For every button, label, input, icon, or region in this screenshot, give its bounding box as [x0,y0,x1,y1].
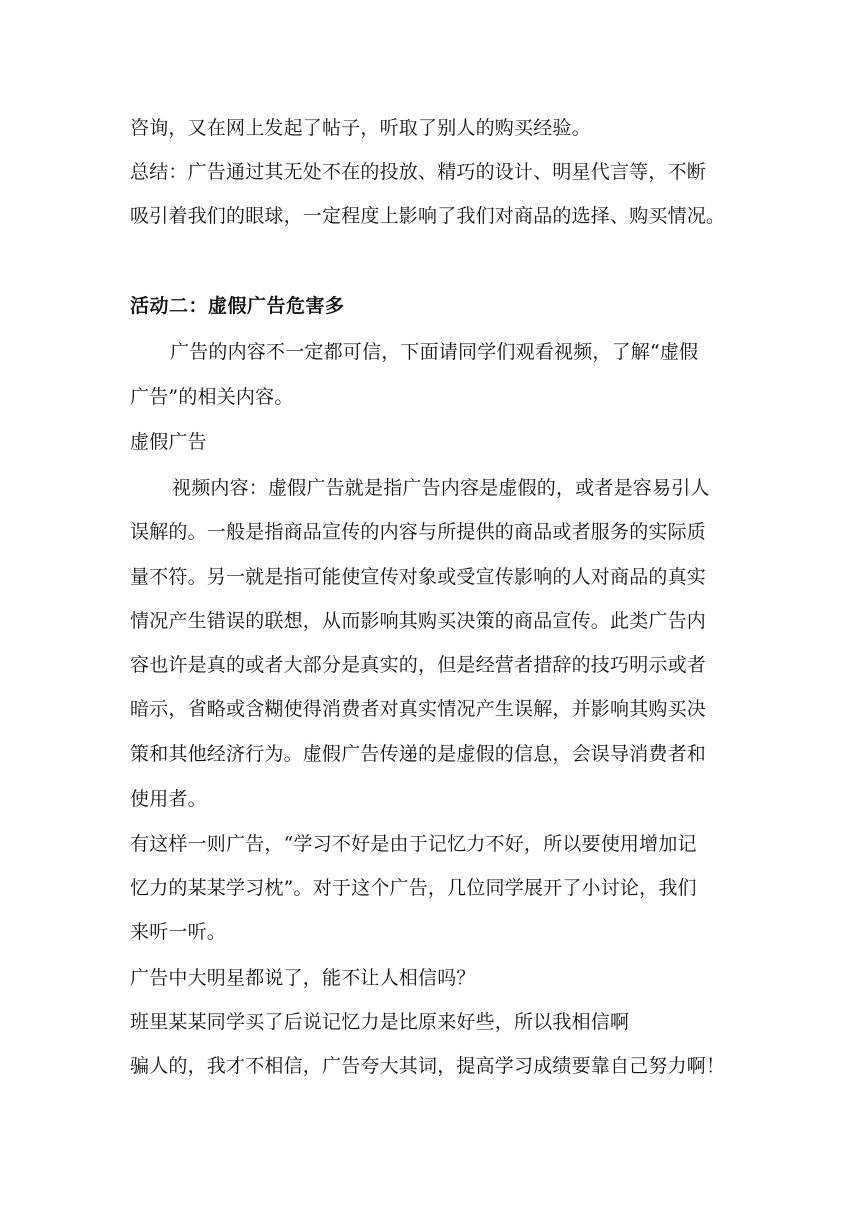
ad-line-3: 来听一听。 [130,921,227,943]
ad-line-2: 忆力的某某学习枕”。对于这个广告，几位同学展开了小讨论，我们 [130,877,697,899]
video-line-2: 误解的。一般是指商品宣传的内容与所提供的商品或者服务的实际质 [130,521,707,543]
video-line-6: 暗示，省略或含糊使得消费者对真实情况产生误解，并影响其购买决 [130,698,707,720]
paragraph1-line-1: 广告的内容不一定都可信，下面请同学们观看视频，了解“虚假 [170,341,699,363]
section-heading: 活动二：虚假广告危害多 [130,295,345,317]
video-line-5: 容也许是真的或者大部分是真实的，但是经营者措辞的技巧明示或者 [130,654,707,676]
discussion-line-3: 骗人的，我才不相信，广告夸大其词，提高学习成绩要靠自己努力啊！ [130,1055,726,1077]
ad-line-1: 有这样一则广告，“学习不好是由于记忆力不好，所以要使用增加记 [130,833,697,855]
video-line-4: 情况产生错误的联想，从而影响其购买决策的商品宣传。此类广告内 [130,610,707,632]
discussion-line-2: 班里某某同学买了后说记忆力是比原来好些，所以我相信啊 [130,1011,630,1033]
subheading: 虚假广告 [130,431,207,453]
video-line-3: 量不符。另一就是指可能使宣传对象或受宣传影响的人对商品的真实 [130,566,707,588]
discussion-line-1: 广告中大明星都说了，能不让人相信吗？ [130,967,476,989]
intro-line-3: 吸引着我们的眼球，一定程度上影响了我们对商品的选择、购买情况。 [130,205,726,227]
video-line-1: 视频内容：虚假广告就是指广告内容是虚假的，或者是容易引人 [172,477,710,499]
intro-line-2: 总结：广告通过其无处不在的投放、精巧的设计、明星代言等，不断 [130,161,707,183]
paragraph1-line-2: 广告”的相关内容。 [130,386,294,408]
video-line-7: 策和其他经济行为。虚假广告传递的是虚假的信息，会误导消费者和 [130,743,707,765]
video-line-8: 使用者。 [130,788,207,810]
intro-line-1: 咨询，又在网上发起了帖子，听取了别人的购买经验。 [130,117,591,139]
